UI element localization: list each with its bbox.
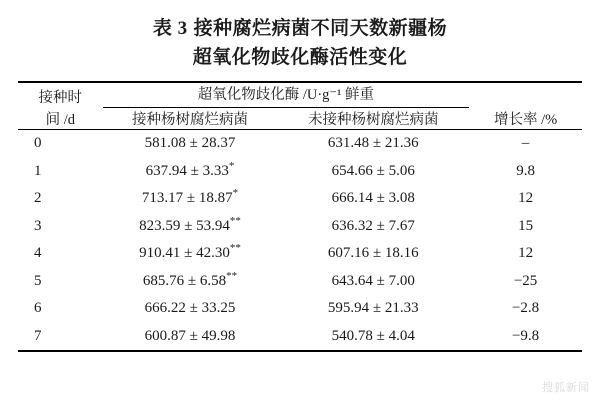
table-bottom-rule bbox=[18, 351, 582, 352]
cell-growth-rate: 12 bbox=[518, 245, 534, 262]
cell-control: 636.32 ± 7.67 bbox=[331, 217, 415, 234]
table-row bbox=[18, 295, 582, 323]
cell-growth-rate: −2.8 bbox=[511, 300, 540, 317]
table-title-line2: 超氧化物歧化酶活性变化 bbox=[192, 47, 408, 69]
column-header-inoculated: 接种杨树腐烂病菌 bbox=[132, 111, 248, 128]
stub-header-line2: 间 /d bbox=[45, 111, 75, 128]
significance-mark: ** bbox=[229, 214, 241, 227]
cell-day: 6 bbox=[34, 300, 42, 317]
cell-control: 607.16 ± 18.16 bbox=[327, 245, 419, 262]
table-title bbox=[18, 14, 582, 73]
cell-control: 666.14 ± 3.08 bbox=[331, 190, 415, 207]
cell-inoculated-value: 685.76 ± 6.58 bbox=[142, 272, 227, 289]
cell-inoculated-value: 823.59 ± 53.94 bbox=[139, 217, 230, 234]
column-header-control: 未接种杨树腐烂病菌 bbox=[308, 111, 439, 128]
table-header-row-1 bbox=[18, 83, 582, 108]
cell-inoculated-value: 666.22 ± 33.25 bbox=[144, 300, 236, 317]
table-row bbox=[18, 185, 582, 213]
cell-control: 540.78 ± 4.04 bbox=[331, 327, 415, 344]
table-title-line1 bbox=[18, 14, 582, 43]
cell-growth-rate: −25 bbox=[513, 272, 538, 289]
sod-activity-table bbox=[18, 81, 582, 352]
cell-growth-rate: −9.8 bbox=[511, 327, 540, 344]
significance-mark: * bbox=[228, 159, 235, 172]
cell-day: 2 bbox=[34, 190, 42, 207]
cell-day: 4 bbox=[34, 245, 42, 262]
cell-growth-rate: 12 bbox=[518, 190, 534, 207]
cell-growth-rate: – bbox=[521, 135, 530, 152]
cell-day: 0 bbox=[34, 135, 42, 152]
cell-day: 3 bbox=[34, 217, 42, 234]
cell-inoculated bbox=[103, 240, 278, 268]
cell-inoculated bbox=[103, 212, 278, 240]
column-header-growth-rate: 增长率 /% bbox=[493, 111, 558, 128]
cell-control: 631.48 ± 21.36 bbox=[327, 135, 419, 152]
significance-mark: * bbox=[232, 187, 239, 200]
cell-inoculated-value: 637.94 ± 3.33 bbox=[145, 162, 229, 179]
table-body bbox=[18, 130, 582, 351]
group-header-sod: 超氧化物歧化酶 /U·g⁻¹ 鲜重 bbox=[103, 83, 470, 108]
table-row bbox=[18, 240, 582, 268]
cell-control: 643.64 ± 7.00 bbox=[331, 272, 415, 289]
cell-inoculated-value: 910.41 ± 42.30 bbox=[139, 245, 230, 262]
table-number: 表 3 bbox=[152, 18, 188, 39]
significance-mark: ** bbox=[226, 269, 238, 282]
cell-inoculated-value: 581.08 ± 28.37 bbox=[144, 135, 236, 152]
cell-growth-rate: 9.8 bbox=[516, 162, 535, 179]
cell-inoculated-value: 600.87 ± 49.98 bbox=[144, 327, 236, 344]
watermark: 搜狐新闻 bbox=[542, 382, 590, 394]
table-row bbox=[18, 212, 582, 240]
cell-inoculated bbox=[103, 185, 278, 213]
table-row bbox=[18, 322, 582, 351]
cell-inoculated bbox=[103, 267, 278, 295]
cell-inoculated bbox=[103, 157, 278, 185]
cell-control: 595.94 ± 21.33 bbox=[327, 300, 419, 317]
cell-inoculated bbox=[103, 295, 278, 323]
stub-header-line1: 接种时 bbox=[38, 90, 83, 107]
cell-day: 5 bbox=[34, 272, 42, 289]
table-row bbox=[18, 267, 582, 295]
cell-control: 654.66 ± 5.06 bbox=[331, 162, 415, 179]
cell-day: 7 bbox=[34, 327, 42, 344]
cell-growth-rate: 15 bbox=[518, 217, 534, 234]
table-header-row-2 bbox=[18, 107, 582, 129]
table-row bbox=[18, 157, 582, 185]
cell-inoculated bbox=[103, 322, 278, 351]
table-title-text1: 接种腐烂病菌不同天数新疆杨 bbox=[193, 18, 448, 39]
cell-inoculated bbox=[103, 130, 278, 158]
cell-inoculated-value: 713.17 ± 18.87 bbox=[141, 190, 233, 207]
significance-mark: ** bbox=[229, 242, 241, 255]
group-header-spacer bbox=[469, 83, 582, 108]
table-row bbox=[18, 130, 582, 158]
cell-day: 1 bbox=[34, 162, 42, 179]
